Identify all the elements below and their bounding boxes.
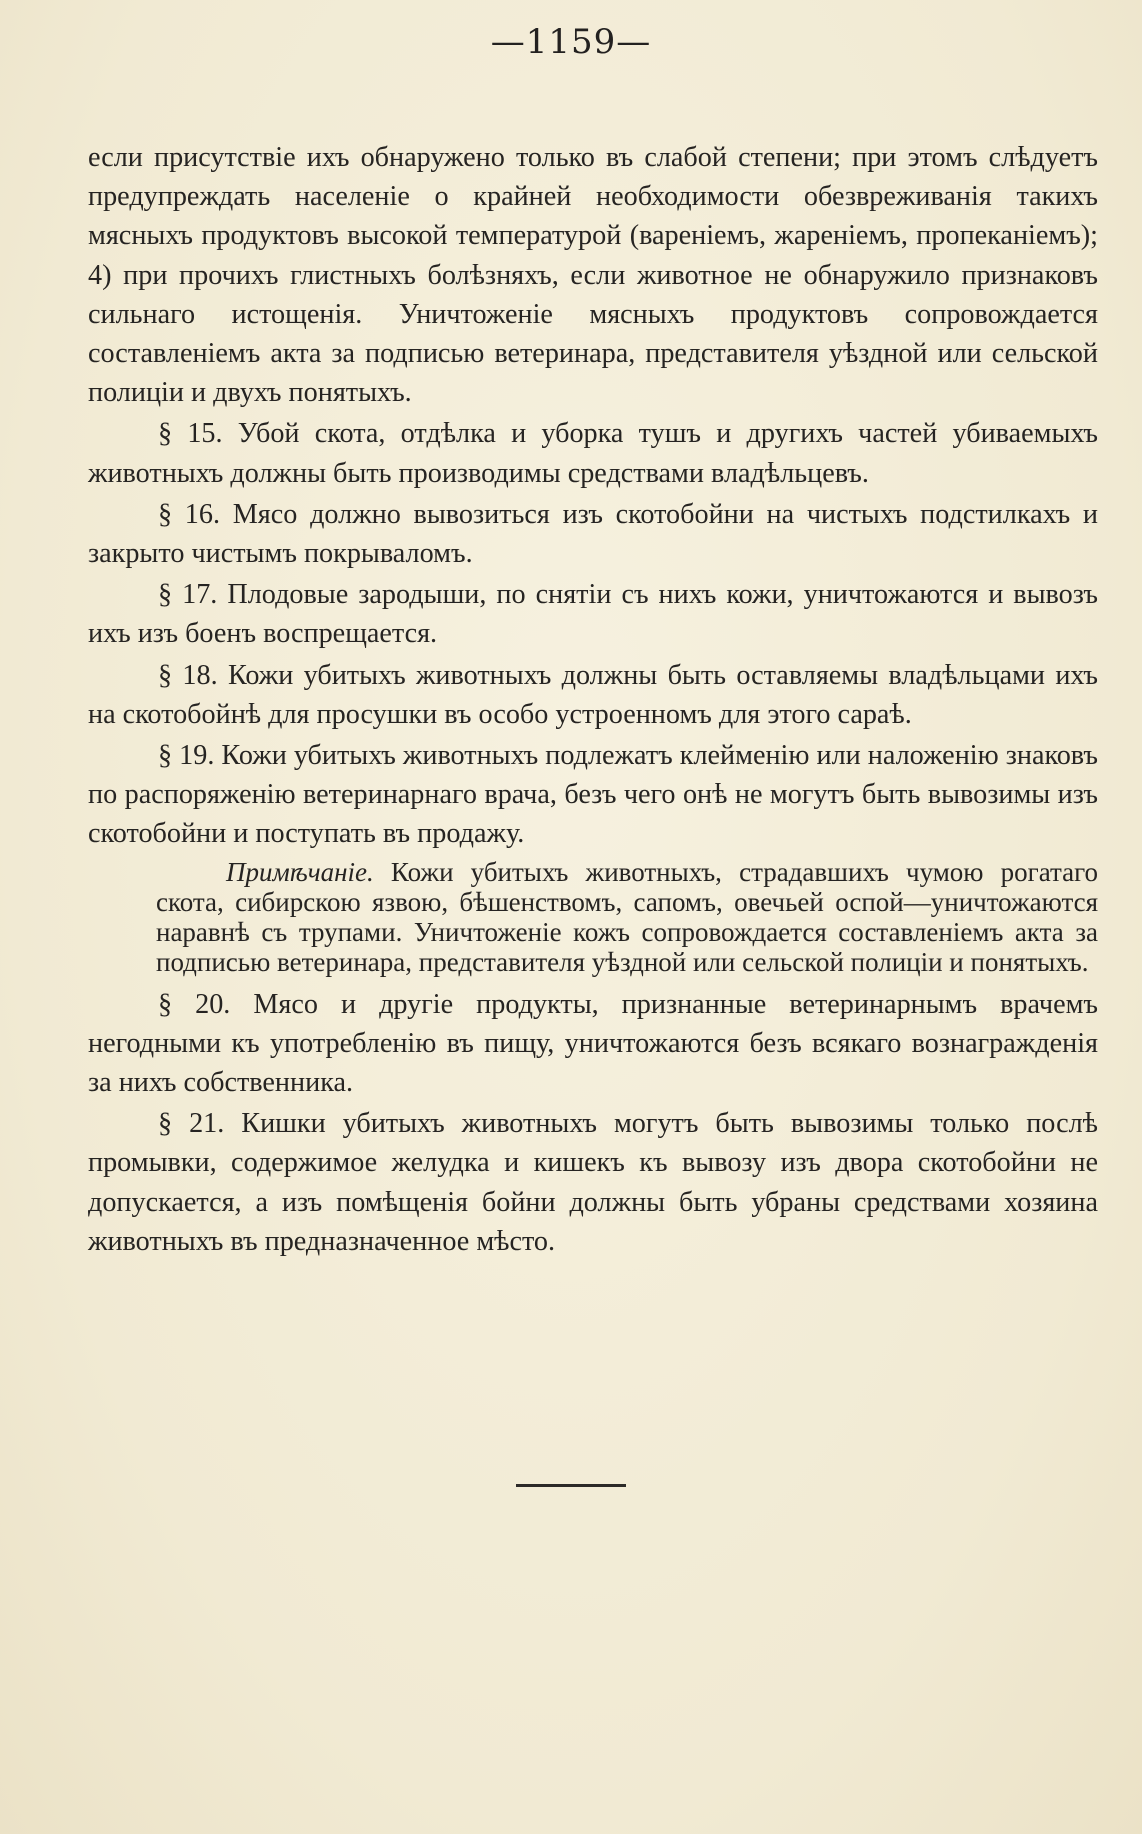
paragraph-continuation: если присутствіе ихъ обнаружено только въ слабой степени; при этомъ слѣдуетъ предупреждать населеніе о крайней необходимости обезвреживанія такихъ мясныхъ продуктовъ высокой температурой (вареніемъ, жареніемъ, пропеканіемъ); 4) при прочихъ глистныхъ болѣзняхъ, если животное не обнаружило признаковъ сильнаго истощенія. Уничтоженіе мясныхъ продуктовъ сопровождается составленіемъ акта за подписью ветеринара, представителя уѣздной или сельской полиціи и двухъ понятыхъ. bbox=[88, 142, 1098, 409]
paragraph-16: § 16. Мясо должно вывозиться изъ скотобойни на чистыхъ подстилкахъ и закрыто чистымъ покрываломъ. bbox=[88, 498, 1098, 570]
body-text bbox=[88, 138, 1098, 1261]
page-number: —1159— bbox=[490, 22, 652, 62]
section-end-rule bbox=[516, 1484, 626, 1487]
paragraph-19: § 19. Кожи убитыхъ животныхъ подлежатъ клейменію или наложенію знаковъ по распоряженію ветеринарнаго врача, безъ чего онѣ не могутъ быть вывозимы изъ скотобойни и поступать въ продажу. bbox=[88, 740, 1098, 850]
paragraph-20: § 20. Мясо и другіе продукты, признанные ветеринарнымъ врачемъ негодными къ употребленію въ пищу, уничтожаются безъ всякаго вознагражденія за нихъ собственника. bbox=[88, 988, 1098, 1099]
note bbox=[156, 857, 1098, 977]
note-text: Кожи убитыхъ животныхъ, страдавшихъ чумою рогатаго скота, сибирскою язвою, бѣшенствомъ, сапомъ, овечьей оспой—уничтожаются наравнѣ съ трупами. Уничтоженіе кожъ сопровождается составленіемъ акта за подписью ветеринара, представителя уѣздной или сельской полиціи и понятыхъ. bbox=[156, 856, 1099, 977]
note-label: Примѣчаніе. bbox=[226, 856, 374, 887]
paragraph-21: § 21. Кишки убитыхъ животныхъ могутъ быть вывозимы только послѣ промывки, содержимое желудка и кишекъ къ вывозу изъ двора скотобойни не допускается, а изъ помѣщенія бойни должны быть убраны средствами хозяина животныхъ въ предназначенное мѣсто. bbox=[88, 1108, 1098, 1257]
paragraph-15: § 15. Убой скота, отдѣлка и уборка тушъ и другихъ частей убиваемыхъ животныхъ должны быть производимы средствами владѣльцевъ. bbox=[88, 418, 1098, 489]
paragraph-17: § 17. Плодовые зародыши, по снятіи съ нихъ кожи, уничтожаются и вывозъ ихъ изъ боенъ воспрещается. bbox=[88, 579, 1098, 650]
paragraph-18: § 18. Кожи убитыхъ животныхъ должны быть оставляемы владѣльцами ихъ на скотобойнѣ для просушки въ особо устроенномъ для этого сараѣ. bbox=[88, 659, 1098, 730]
